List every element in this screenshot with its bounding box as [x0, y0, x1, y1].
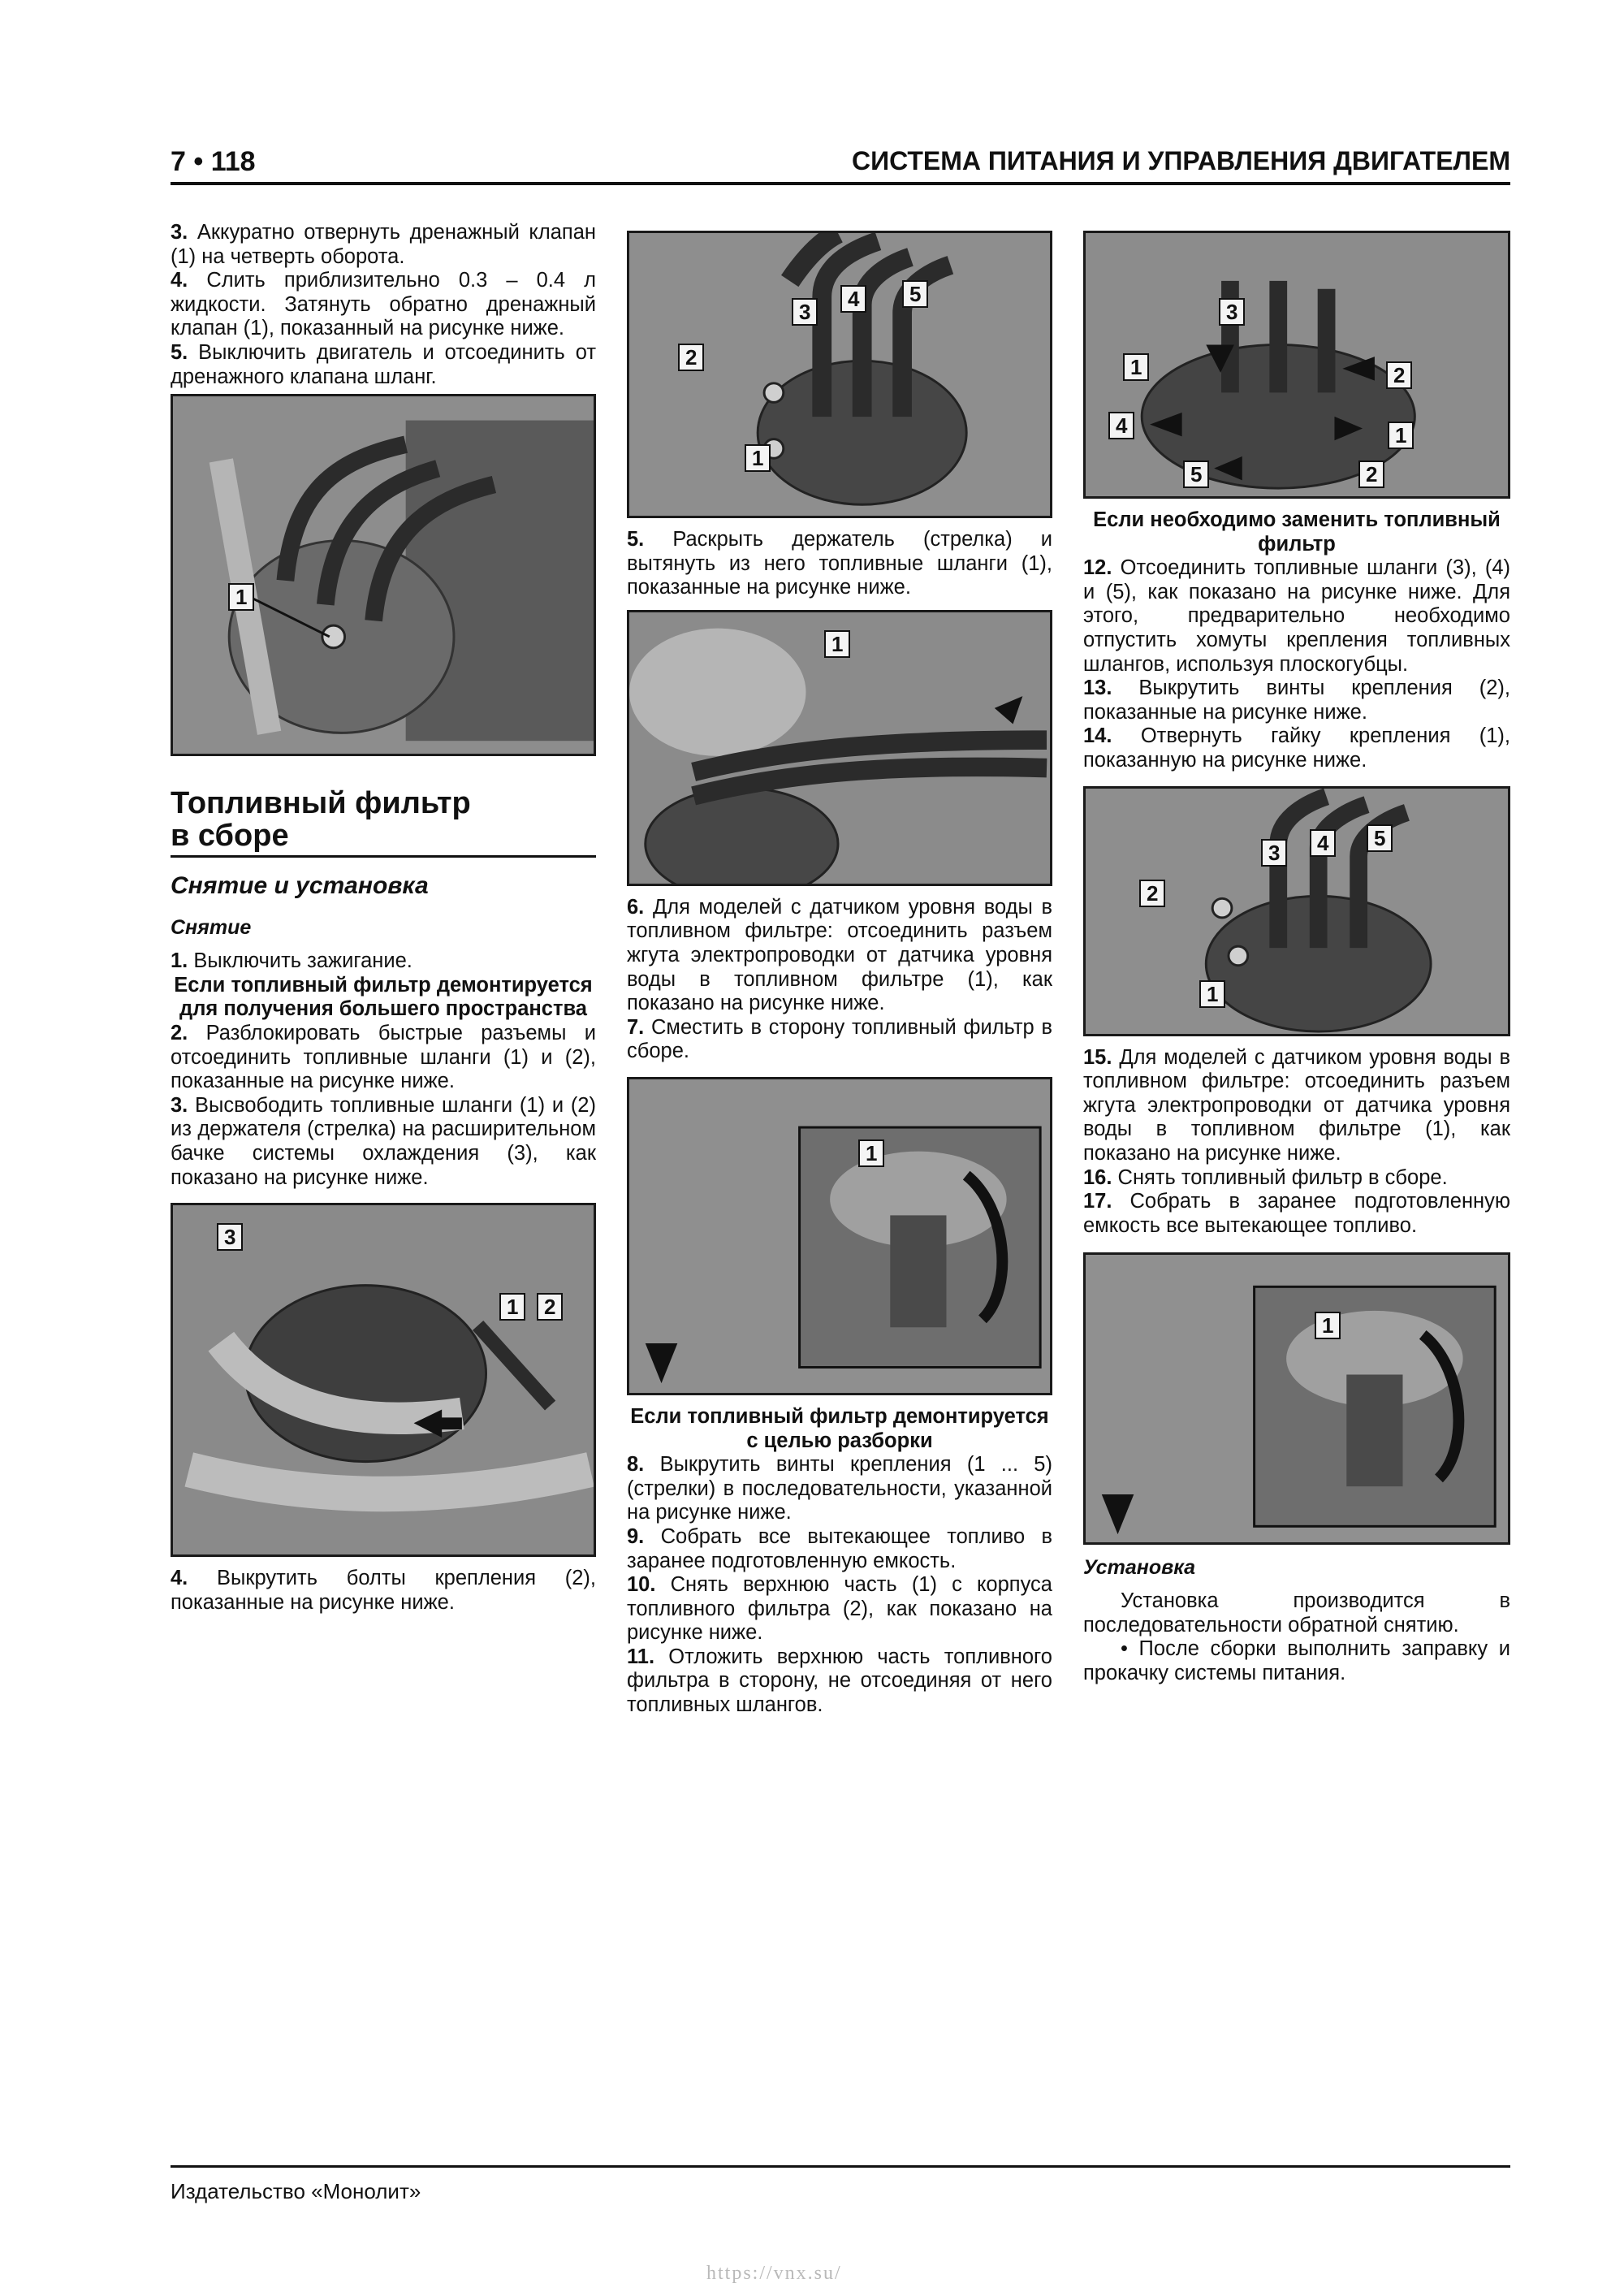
- figure-screw-sequence: [1083, 231, 1510, 499]
- sensor-photo-2: [1086, 1255, 1508, 1542]
- callout-2: 2: [537, 1293, 563, 1321]
- removal-step-4: 4. Выкрутить болты крепления (2), показанные на рисунке ниже.: [171, 1567, 596, 1614]
- figure-fuel-hoses: [627, 610, 1052, 886]
- install-text: Установка производится в последовательности обратной снятию.: [1083, 1589, 1510, 1637]
- step-13: 13. Выкрутить винты крепления (2), показанные на рисунке ниже.: [1083, 677, 1510, 724]
- column-left: [171, 221, 596, 1615]
- callout-1: 1: [1199, 980, 1225, 1008]
- callout-5: 5: [1183, 460, 1209, 488]
- callout-1: 1: [499, 1293, 525, 1321]
- callout-5: 5: [1367, 824, 1393, 852]
- section-rule: [171, 855, 596, 858]
- callout-2: 2: [1139, 880, 1165, 907]
- step-15: 15. Для моделей с датчиком уровня воды в топливном фильтре: отсоединить разъем жгута электропроводки от датчика уровня воды в топливном фильтре (1), как показано на рисунке ниже.: [1083, 1045, 1510, 1165]
- callout-1: 1: [1123, 353, 1149, 381]
- step-3: 3. Аккуратно отвернуть дренажный клапан (1) на четверть оборота.: [171, 221, 596, 268]
- note-disassembly: Если топливный фильтр демонтируется с целью разборки: [630, 1404, 1049, 1452]
- step-17: 17. Собрать в заранее подготовленную емкость все вытекающее топливо.: [1083, 1190, 1510, 1237]
- step-8: 8. Выкрутить винты крепления (1 ... 5) (стрелки) в последовательности, указанной на рисунке ниже.: [627, 1453, 1052, 1524]
- removal-step-2: 2. Разблокировать быстрые разъемы и отсоединить топливные шланги (1) и (2), показанные на рисунке ниже.: [171, 1021, 596, 1093]
- page-header: [171, 146, 1510, 185]
- callout-1: 1: [228, 583, 254, 611]
- step-7-move-filter: 7. Сместить в сторону топливный фильтр в сборе.: [627, 1015, 1052, 1063]
- callout-3: 3: [1261, 839, 1287, 867]
- figure-water-sensor: [627, 1077, 1052, 1395]
- figure-water-sensor-2: [1083, 1252, 1510, 1545]
- callout-3: 3: [217, 1223, 243, 1251]
- step-5: 5. Выключить двигатель и отсоединить от дренажного клапана шланг.: [171, 340, 596, 388]
- page-number: 7 • 118: [171, 146, 256, 177]
- engine-photo: [173, 396, 594, 754]
- step-10: 10. Снять верхнюю часть (1) с корпуса топливного фильтра (2), как показано на рисунке ниже.: [627, 1573, 1052, 1645]
- filter-top-photo: [629, 233, 1050, 516]
- figure-mounting-bolts: [627, 231, 1052, 518]
- step-11: 11. Отложить верхнюю часть топливного фильтра в сторону, не отсоединяя от него топливных шлангов.: [627, 1645, 1052, 1717]
- install-bullet: • После сборки выполнить заправку и прокачку системы питания.: [1083, 1637, 1510, 1685]
- step-9: 9. Собрать все вытекающее топливо в заранее подготовленную емкость.: [627, 1524, 1052, 1572]
- callout-1: 1: [824, 630, 850, 658]
- callout-4: 4: [1108, 412, 1134, 439]
- page-footer: [171, 2165, 1510, 2204]
- coolant-tank-photo: [173, 1205, 594, 1554]
- callout-1b: 1: [1388, 422, 1414, 449]
- callout-1: 1: [858, 1139, 884, 1167]
- removal-step-3: 3. Высвободить топливные шланги (1) и (2) из держателя (стрелка) на расширительном бачке системы охлаждения (3), как показано на рисунке ниже.: [171, 1093, 596, 1189]
- section-title: Топливный фильтр в сборе: [171, 786, 471, 854]
- step-16: 16. Снять топливный фильтр в сборе.: [1083, 1165, 1448, 1189]
- callout-2: 2: [1386, 361, 1412, 389]
- step-6-sensor: 6. Для моделей с датчиком уровня воды в топливном фильтре: отсоединить разъем жгута электропроводки от датчика уровня воды в топливном фильтре (1), как показано на рисунке ниже.: [627, 895, 1052, 1015]
- callout-1: 1: [745, 444, 771, 472]
- callout-4: 4: [1310, 829, 1336, 857]
- step-4: 4. Слить приблизительно 0.3 – 0.4 л жидкости. Затянуть обратно дренажный клапан (1), показанный на рисунке ниже.: [171, 269, 596, 340]
- callout-3: 3: [792, 298, 818, 326]
- figure-filter-nut: [1083, 786, 1510, 1036]
- callout-4: 4: [840, 285, 866, 313]
- source-link[interactable]: https://vnx.su/: [706, 2263, 842, 2284]
- install-title: Установка: [1083, 1556, 1196, 1580]
- removal-title: Снятие: [171, 916, 252, 940]
- filter-nut-photo: [1086, 789, 1508, 1034]
- sensor-photo: [629, 1079, 1050, 1393]
- subsection-title: Снятие и установка: [171, 872, 429, 900]
- figure-hoses-holder: [171, 1203, 596, 1557]
- column-middle: [627, 231, 1052, 1718]
- chapter-title: СИСТЕМА ПИТАНИЯ И УПРАВЛЕНИЯ ДВИГАТЕЛЕМ: [851, 146, 1510, 175]
- callout-5: 5: [902, 280, 928, 308]
- callout-3: 3: [1219, 298, 1245, 326]
- step-5-holder: 5. Раскрыть держатель (стрелка) и вытянуть из него топливные шланги (1), показанные на рисунке ниже.: [627, 528, 1052, 599]
- column-right: [1083, 231, 1510, 1686]
- step-14: 14. Отвернуть гайку крепления (1), показанную на рисунке ниже.: [1083, 724, 1510, 772]
- note-more-space: Если топливный фильтр демонтируется для получения большего пространства: [174, 973, 593, 1021]
- callout-2: 2: [678, 344, 704, 371]
- figure-drain-valve: [171, 394, 596, 756]
- step-12: 12. Отсоединить топливные шланги (3), (4) и (5), как показано на рисунке ниже. Для этого, предварительно необходимо отпустить хомуты крепления топливных шлангов, используя плоскогубцы.: [1083, 556, 1510, 676]
- publisher: Издательство «Монолит»: [171, 2179, 421, 2203]
- callout-2b: 2: [1358, 460, 1384, 488]
- removal-step-1: 1. Выключить зажигание.: [171, 949, 412, 973]
- note-replace-filter: Если необходимо заменить топливный фильтр: [1093, 508, 1501, 556]
- callout-1: 1: [1315, 1312, 1341, 1339]
